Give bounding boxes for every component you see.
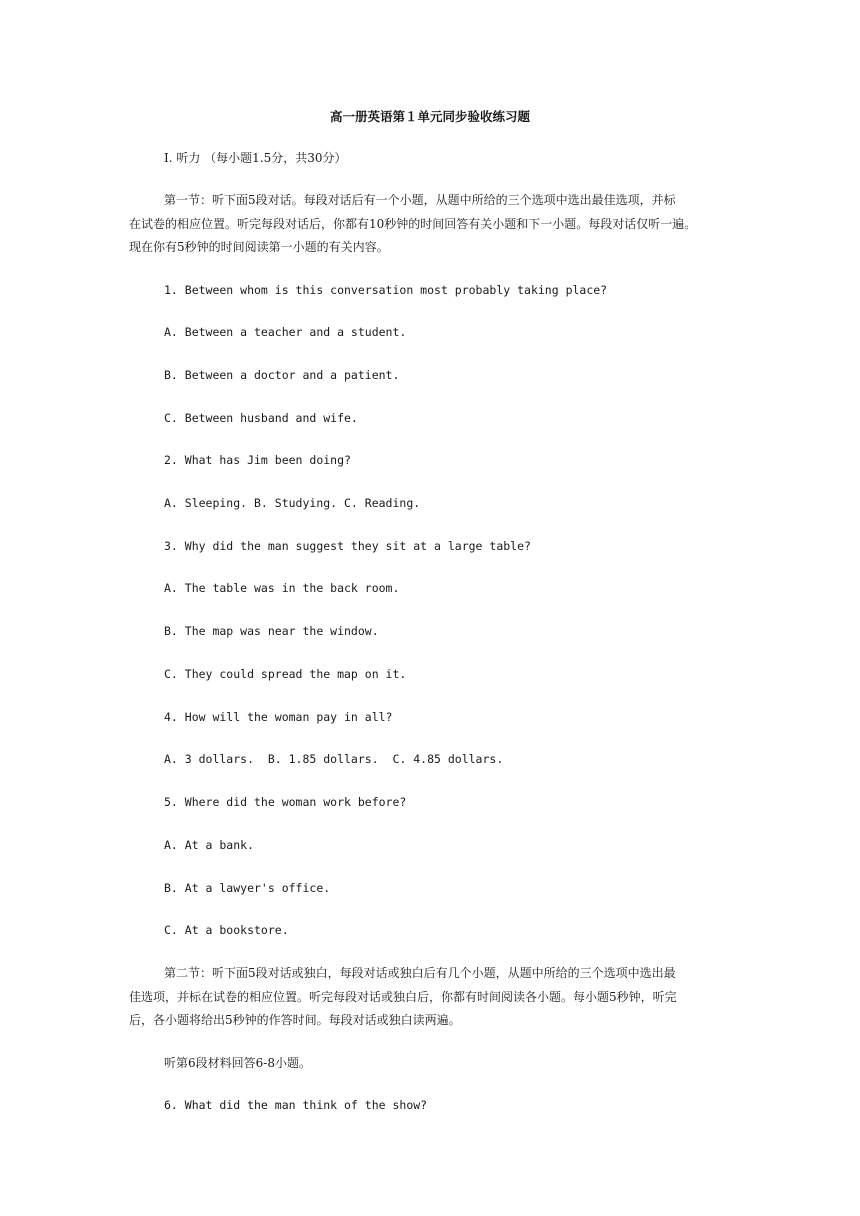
answer-option: A. Sleeping. B. Studying. C. Reading. xyxy=(164,496,421,510)
question-item: 6. What did the man think of the show? xyxy=(164,1098,428,1112)
answer-option: A. Between a teacher and a student. xyxy=(164,325,407,339)
part2-intro-line: 佳选项，并标在试卷的相应位置。听完每段对话或独白后，你都有时间阅读各小题。每小题5秒钟，听完 xyxy=(129,990,677,1004)
answer-option: A. At a bank. xyxy=(164,838,255,852)
answer-option: B. Between a doctor and a patient. xyxy=(164,368,400,382)
answer-option: B. At a lawyer's office. xyxy=(164,881,331,895)
answer-option: C. At a bookstore. xyxy=(164,923,289,937)
answer-option: C. Between husband and wife. xyxy=(164,411,358,425)
question-item: 3. Why did the man suggest they sit at a large table? xyxy=(164,539,531,553)
part1-intro-line: 第一节：听下面5段对话。每段对话后有一个小题，从题中所给的三个选项中选出最佳选项，并标 xyxy=(164,193,676,207)
page-title: 高一册英语第１单元同步验收练习题 xyxy=(329,109,530,124)
question-item: 5. Where did the woman work before? xyxy=(164,795,407,809)
answer-option: C. They could spread the map on it. xyxy=(164,667,407,681)
section-header: I. 听力 （每小题1.5分，共30分） xyxy=(164,151,347,165)
part2-intro-line: 第二节：听下面5段对话或独白，每段对话或独白后有几个小题，从题中所给的三个选项中选出最 xyxy=(164,966,676,980)
answer-option: A. The table was in the back room. xyxy=(164,581,400,595)
answer-option: B. The map was near the window. xyxy=(164,624,379,638)
answer-option: A. 3 dollars. B. 1.85 dollars. C. 4.85 dollars. xyxy=(164,752,504,766)
material-instruction: 听第6段材料回答6-8小题。 xyxy=(164,1056,311,1070)
part2-intro-line: 后，各小题将给出5秒钟的作答时间。每段对话或独白读两遍。 xyxy=(129,1013,461,1027)
question-item: 4. How will the woman pay in all? xyxy=(164,710,393,724)
question-item: 2. What has Jim been doing? xyxy=(164,453,351,467)
part1-intro-line: 在试卷的相应位置。听完每段对话后，你都有10秒钟的时间回答有关小题和下一小题。每段对话仅听一遍。 xyxy=(129,217,697,231)
question-item: 1. Between whom is this conversation most probably taking place? xyxy=(164,283,608,297)
part1-intro-line: 现在你有5秒钟的时间阅读第一小题的有关内容。 xyxy=(129,240,389,254)
